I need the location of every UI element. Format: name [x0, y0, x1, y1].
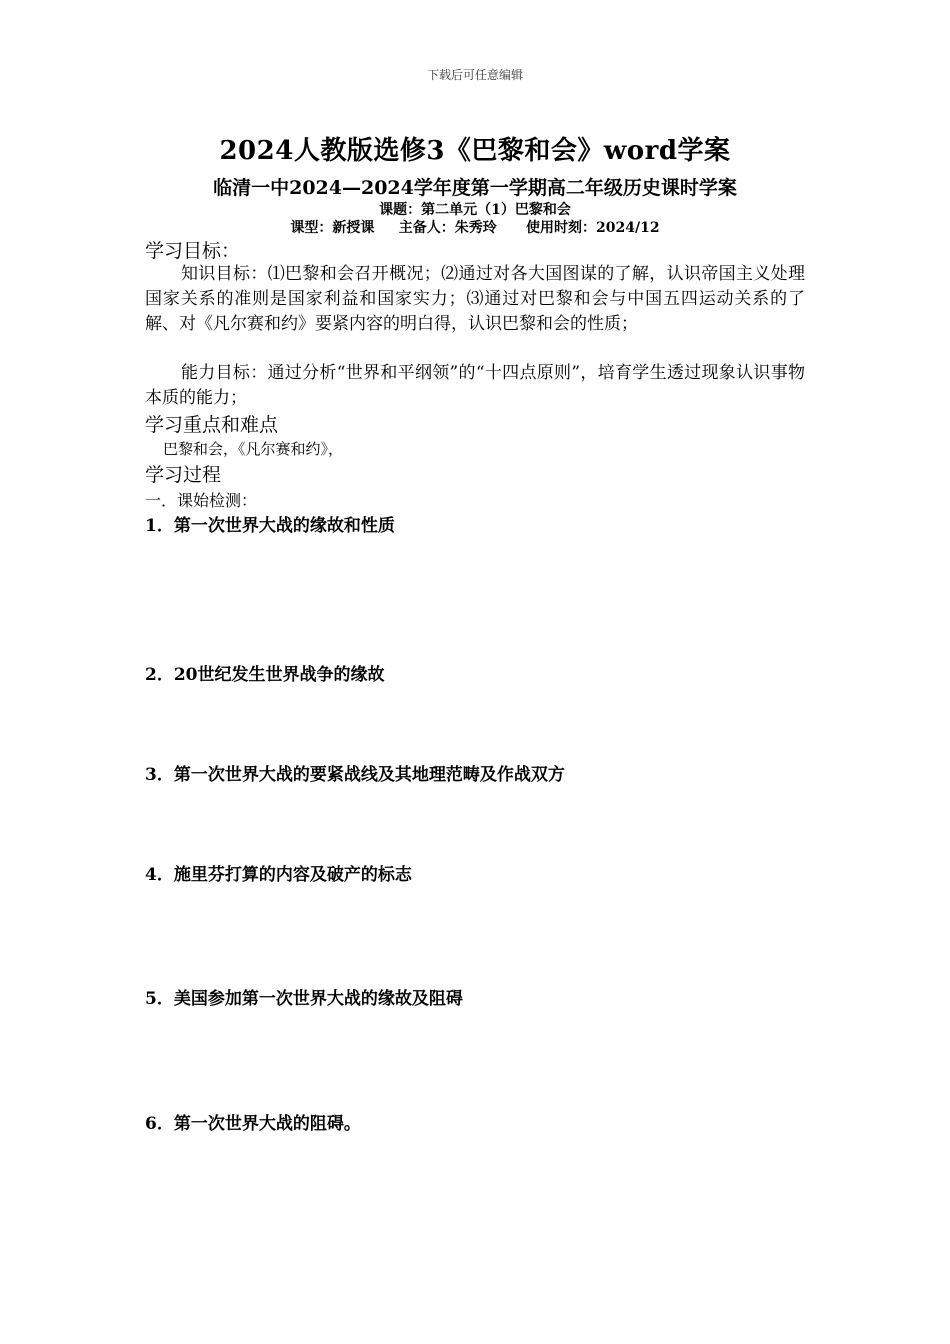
- objectives-heading: 学习目标：: [145, 240, 241, 262]
- ability-objective: 能力目标：通过分析“世界和平纲领”的“十四点原则”，培育学生透过现象认识事物本质的能力；: [145, 363, 805, 408]
- document-subtitle: 临清一中2024—2024学年度第一学期高二年级历史课时学案: [213, 177, 737, 199]
- key-points-content: 巴黎和会，《凡尔赛和约》，: [163, 440, 344, 458]
- header-note: 下载后可任意编辑: [426, 68, 523, 82]
- question-item: 4．施里芬打算的内容及破产的标志: [145, 865, 412, 885]
- question-item: 1．第一次世界大战的缘故和性质: [145, 516, 395, 536]
- question-item: 2．20世纪发生世界战争的缘故: [145, 665, 385, 685]
- question-item: 5．美国参加第一次世界大战的缘故及阻碍: [145, 989, 463, 1009]
- knowledge-objective: 知识目标：⑴巴黎和会召开概况；⑵通过对各大国图谋的了解，认识帝国主义处理国家关系的准则是国家利益和国家实力；⑶通过对巴黎和会与中国五四运动关系的了解、对《凡尔赛和约》要紧内容的明白得，认识巴黎和会的性质；: [145, 264, 805, 334]
- process-subheading: 一．课始检测：: [145, 491, 258, 510]
- lesson-type: 课型：新授课: [290, 220, 375, 236]
- lesson-meta: [0, 217, 950, 237]
- lesson-time: 使用时刻：2024/12: [526, 220, 660, 236]
- lesson-preparer: 主备人：朱秀玲: [398, 220, 497, 236]
- document-title: 2024人教版选修3《巴黎和会》word学案: [219, 136, 731, 166]
- lesson-topic: 课题：第二单元（1）巴黎和会: [379, 202, 571, 218]
- process-heading: 学习过程: [145, 464, 222, 486]
- question-item: 6．第一次世界大战的阻碍。: [145, 1114, 361, 1134]
- key-points-heading: 学习重点和难点: [145, 414, 279, 436]
- question-item: 3．第一次世界大战的要紧战线及其地理范畴及作战双方: [145, 765, 565, 785]
